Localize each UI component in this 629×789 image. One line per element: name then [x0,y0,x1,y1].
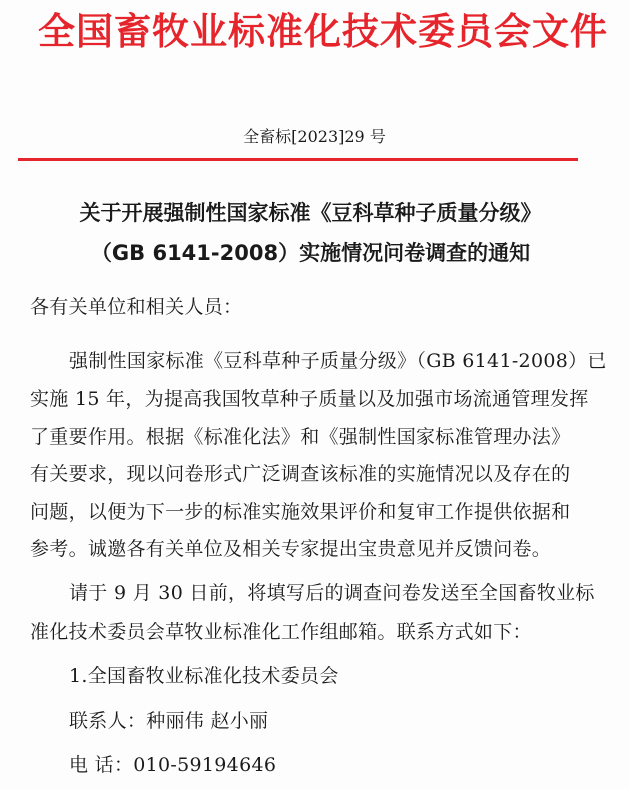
paragraph-1-line: 强制性国家标准《豆科草种子质量分级》（GB 6141-2008）已 [69,350,607,372]
paragraph-2-line: 请于 9 月 30 日前，将填写后的调查问卷发送至全国畜牧业标 [69,582,595,604]
contact-organization: 1.全国畜牧业标准化技术委员会 [69,665,339,687]
document-number: 全畜标[2023]29 号 [243,127,386,146]
paragraph-1-line: 参考。诚邀各有关单位及相关专家提出宝贵意见并反馈问卷。 [30,538,552,560]
salutation: 各有关单位和相关人员： [30,296,243,318]
paragraph-1-line: 有关要求，现以问卷形式广泛调查该标准的实施情况以及存在的 [30,463,571,485]
red-divider-line [18,158,578,161]
paragraph-1-line: 实施 15 年，为提高我国牧草种子质量以及加强市场流通管理发挥 [30,388,589,410]
contact-phone: 电 话：010-59194646 [69,754,277,776]
paragraph-1-line: 了重要作用。根据《标准化法》和《强制性国家标准管理办法》 [30,426,571,448]
paragraph-1-line: 问题，以便为下一步的标准实施效果评价和复审工作提供依据和 [30,501,571,523]
paragraph-2-line: 准化技术委员会草牧业标准化工作组邮箱。联系方式如下： [30,621,532,643]
notice-title-line-2: （GB 6141-2008）实施情况问卷调查的通知 [90,241,531,265]
contact-person: 联系人：种丽伟 赵小丽 [69,710,269,732]
notice-title-line-1: 关于开展强制性国家标准《豆科草种子质量分级》 [79,201,542,225]
document-header-title: 全国畜牧业标准化技术委员会文件 [38,9,608,53]
